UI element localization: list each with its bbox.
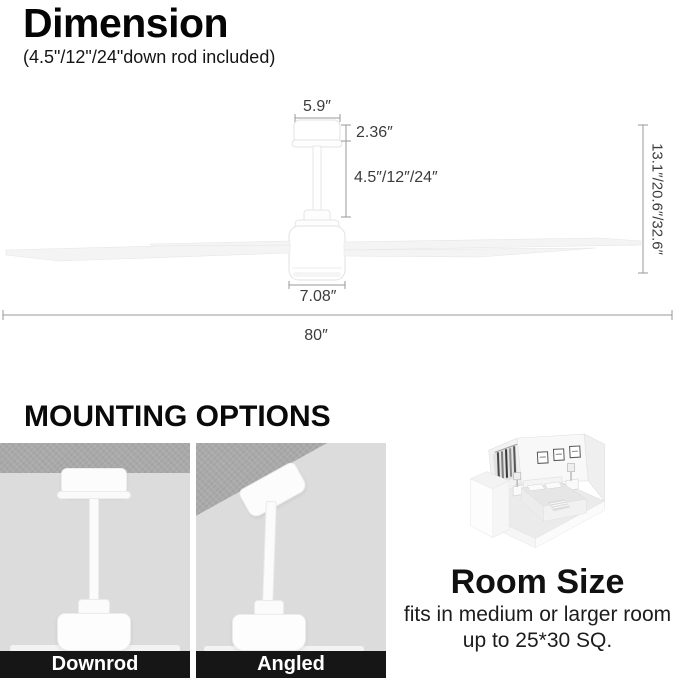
downrod-length-label: 4.5″/12″/24″ (354, 169, 438, 186)
fan-motor (289, 210, 345, 280)
angled-label-bar: Angled (196, 651, 386, 678)
angled-motor (232, 614, 306, 651)
canopy-height-line (341, 125, 351, 217)
blade-span-line (3, 310, 672, 320)
room-size-line1: fits in medium or larger room (403, 603, 672, 626)
total-height-line (638, 125, 648, 273)
canopy-height-label: 2.36″ (356, 124, 393, 141)
downrod-motor (57, 613, 131, 651)
mounting-option-downrod (0, 443, 190, 678)
mounting-options-title: MOUNTING OPTIONS (24, 400, 331, 433)
blade-span-label: 80″ (304, 327, 328, 344)
canopy-width-label: 5.9″ (303, 98, 331, 115)
room-size-title: Room Size (450, 563, 625, 601)
fan-canopy (292, 120, 342, 147)
downrod-rod (89, 498, 99, 602)
page-subtitle: (4.5"/12"/24"down rod included) (23, 47, 276, 67)
mounting-option-angled (196, 443, 386, 678)
downrod-label-bar: Downrod (0, 651, 190, 678)
fan-downrod (313, 146, 321, 218)
total-height-label: 13.1″/20.6″/32.6″ (648, 143, 666, 255)
angled-rod (262, 501, 277, 603)
motor-width-label: 7.08″ (299, 288, 337, 305)
room-size-line2: up to 25*30 SQ. (462, 629, 613, 652)
page-title: Dimension (23, 0, 229, 46)
room-size-section (396, 430, 679, 654)
room-illustration (464, 430, 612, 560)
